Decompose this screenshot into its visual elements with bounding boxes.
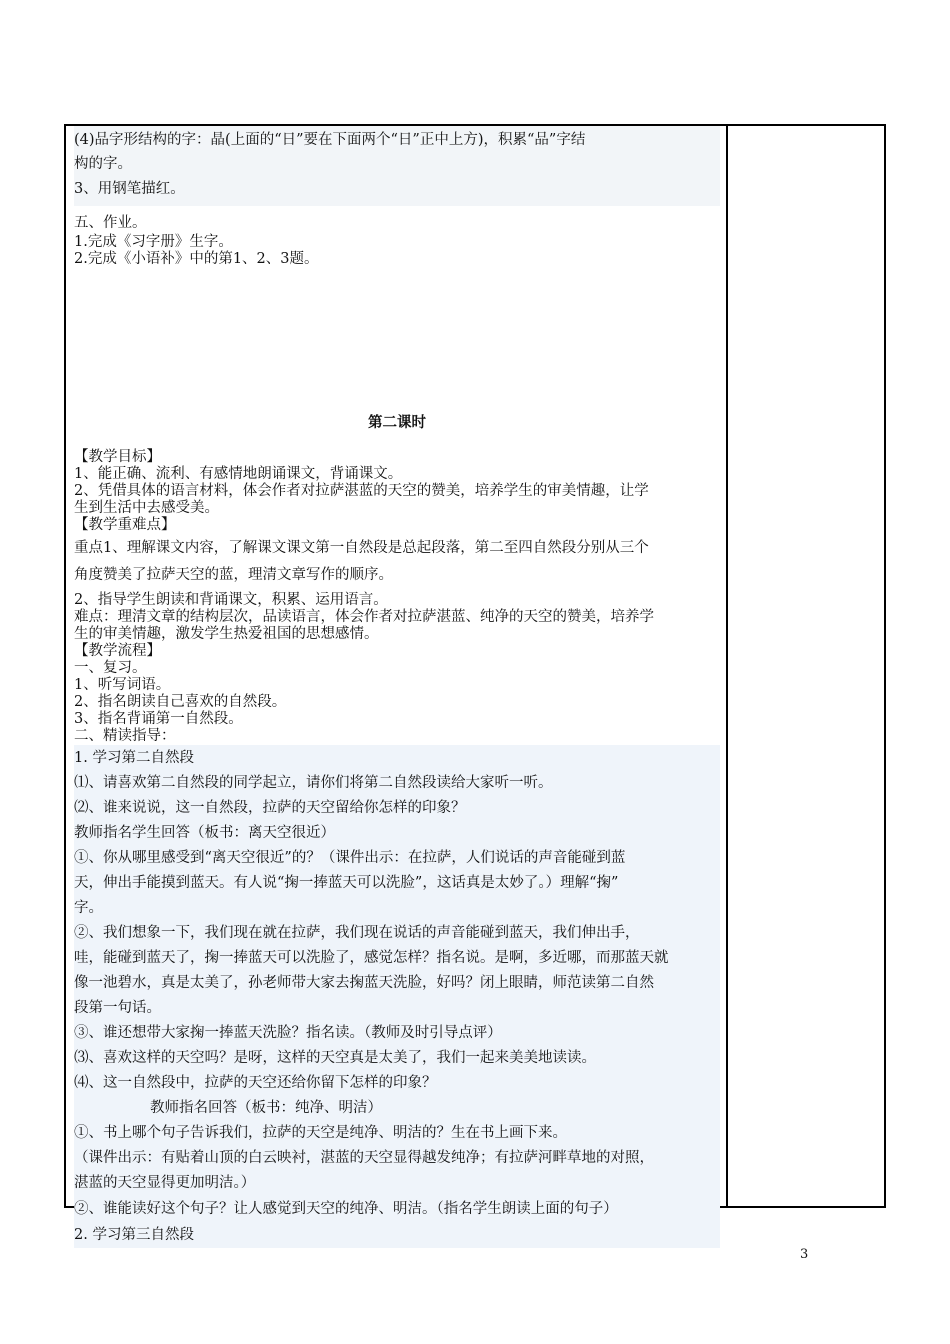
text-line: 生到生活中去感受美。 xyxy=(74,500,219,516)
lesson-title: 第二课时 xyxy=(368,413,426,431)
text-line: ③、谁还想带大家掬一捧蓝天洗脸？指名读。（教师及时引导点评） xyxy=(74,1025,502,1041)
text-line: 生的审美情趣，激发学生热爱祖国的思想感情。 xyxy=(74,626,379,642)
text-line: 难点：理清文章的结构层次，品读语言，体会作者对拉萨湛蓝、纯净的天空的赞美，培养学 xyxy=(74,609,654,625)
text-line: 1、能正确、流利、有感情地朗诵课文，背诵课文。 xyxy=(74,466,403,482)
text-line: 像一池碧水，真是太美了，孙老师带大家去掬蓝天洗脸，好吗？闭上眼睛，师范读第二自然 xyxy=(74,975,654,991)
text-line: 教师指名回答（板书：纯净、明洁） xyxy=(150,1100,382,1116)
text-line: 3、用钢笔描红。 xyxy=(74,181,185,197)
text-line: 角度赞美了拉萨天空的蓝，理清文章写作的顺序。 xyxy=(74,567,393,583)
text-line: 【教学流程】 xyxy=(74,643,161,659)
main-content-column xyxy=(74,126,720,1248)
shaded-block-1 xyxy=(74,126,720,206)
text-line: 教师指名学生回答（板书：离天空很近） xyxy=(74,825,335,841)
text-line: 二、精读指导： xyxy=(74,728,176,744)
text-line: 2、指导学生朗读和背诵课文，积累、运用语言。 xyxy=(74,592,388,608)
text-line: 五、作业。 xyxy=(74,215,147,231)
text-line: 哇，能碰到蓝天了，掬一捧蓝天可以洗脸了，感觉怎样？指名说。是啊，多近哪，而那蓝天就 xyxy=(74,950,669,966)
objectives-block xyxy=(74,447,720,534)
text-line: ②、我们想象一下，我们现在就在拉萨，我们现在说话的声音能碰到蓝天，我们伸出手， xyxy=(74,925,640,941)
blank-space xyxy=(74,268,720,398)
text-line: 3、指名背诵第一自然段。 xyxy=(74,711,243,727)
text-line: 1、听写词语。 xyxy=(74,677,171,693)
text-line: 2.完成《小语补》中的第1、2、3题。 xyxy=(74,251,319,267)
text-line: ⑴、请喜欢第二自然段的同学起立，请你们将第二自然段读给大家听一听。 xyxy=(74,775,553,791)
column-divider xyxy=(726,124,728,1208)
text-line: 2、凭借具体的语言材料，体会作者对拉萨湛蓝的天空的赞美，培养学生的审美情趣，让学 xyxy=(74,483,649,499)
text-line: 1. 学习第二自然段 xyxy=(74,750,194,766)
homework-block xyxy=(74,206,720,268)
text-line: （课件出示：有贴着山顶的白云映衬，湛蓝的天空显得越发纯净；有拉萨河畔草地的对照， xyxy=(74,1150,654,1166)
text-line: ⑵、谁来说说，这一自然段，拉萨的天空留给你怎样的印象？ xyxy=(74,800,466,816)
text-line: ②、谁能读好这个句子？让人感觉到天空的纯净、明洁。（指名学生朗读上面的句子） xyxy=(74,1201,618,1217)
page-number: 3 xyxy=(800,1247,809,1262)
text-line: ⑷、这一自然段中，拉萨的天空还给你留下怎样的印象？ xyxy=(74,1075,437,1091)
text-line: (4)品字形结构的字：晶(上面的“日”要在下面两个“日”正中上方)，积累“品”字结 xyxy=(74,132,586,148)
text-line: ⑶、喜欢这样的天空吗？是呀，这样的天空真是太美了，我们一起来美美地读读。 xyxy=(74,1050,596,1066)
text-line: 【教学目标】 xyxy=(74,449,161,465)
text-line: 重点1、理解课文内容，了解课文课文第一自然段是总起段落，第二至四自然段分别从三个 xyxy=(74,540,649,556)
text-line: 2、指名朗读自己喜欢的自然段。 xyxy=(74,694,287,710)
shaded-block-2 xyxy=(74,745,720,1248)
process-block xyxy=(74,588,720,745)
text-line: 湛蓝的天空显得更加明洁。） xyxy=(74,1175,256,1191)
text-line: 天，伸出手能摸到蓝天。有人说“掬一捧蓝天可以洗脸”，这话真是太妙了。）理解“掬” xyxy=(74,875,619,891)
text-line: 2. 学习第三自然段 xyxy=(74,1227,194,1243)
text-line: 【教学重难点】 xyxy=(74,517,176,533)
text-line: ①、你从哪里感受到“离天空很近”的？（课件出示：在拉萨，人们说话的声音能碰到蓝 xyxy=(74,850,626,866)
key-points-block xyxy=(74,534,720,588)
text-line: 1.完成《习字册》生字。 xyxy=(74,234,233,250)
text-line: ①、书上哪个句子告诉我们，拉萨的天空是纯净、明洁的？生在书上画下来。 xyxy=(74,1125,567,1141)
text-line: 段第一句话。 xyxy=(74,1000,161,1016)
text-line: 构的字。 xyxy=(74,156,132,172)
text-line: 一、复习。 xyxy=(74,660,147,676)
text-line: 字。 xyxy=(74,900,103,916)
